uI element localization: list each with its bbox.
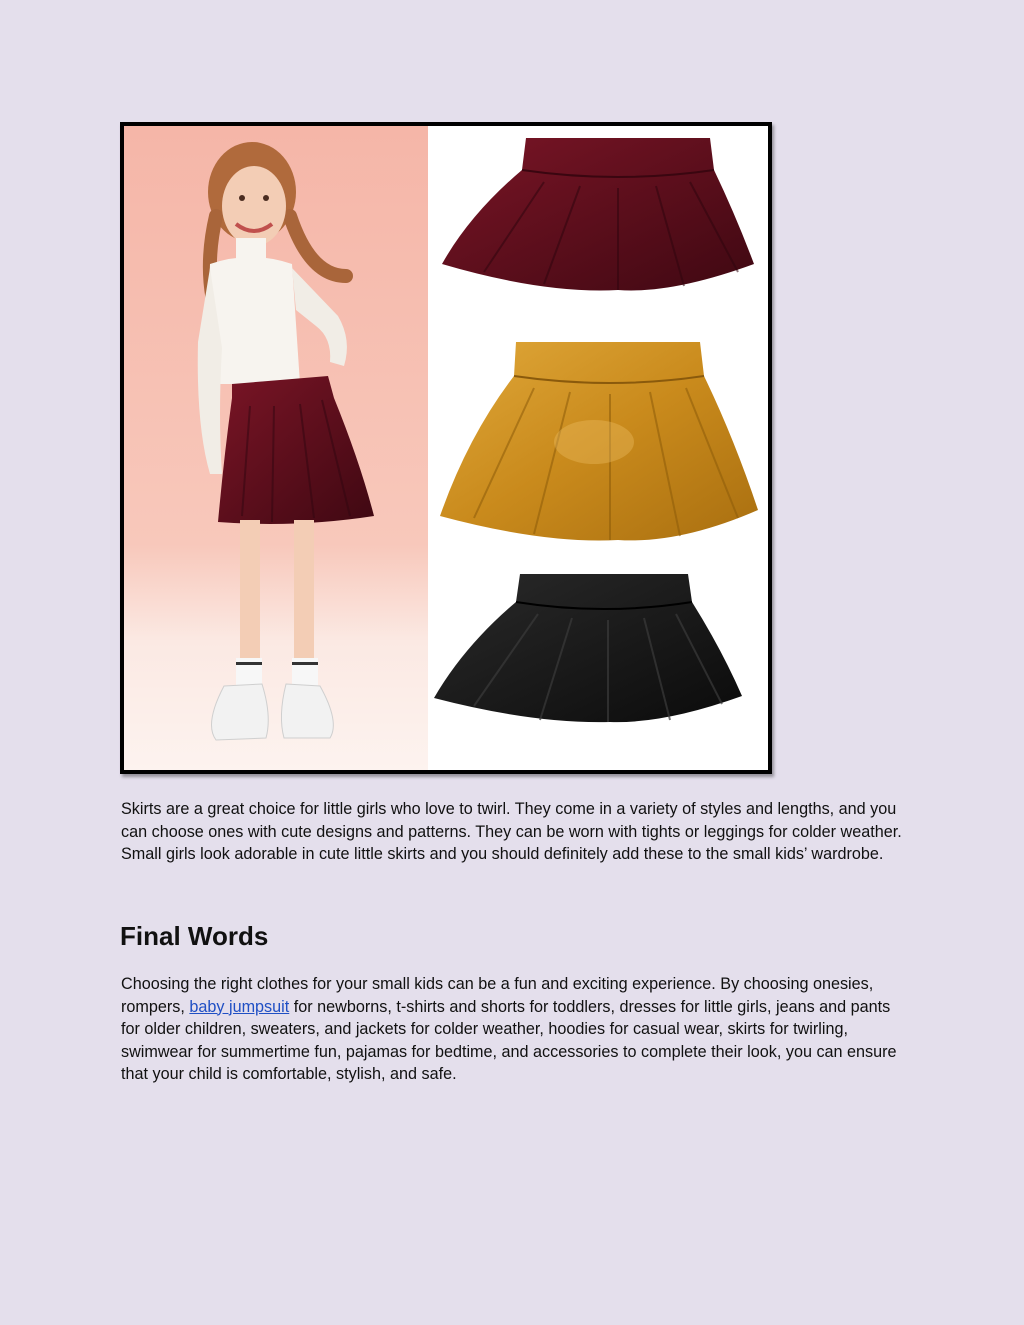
paragraph-text-start: Choosing the right clothes for your small kids can be a fun and exciting experience. By choosing onesies, rompers, — [121, 975, 874, 1016]
product-image-collage — [120, 122, 772, 774]
skirts-paragraph: Skirts are a great choice for little girls who love to twirl. They come in a variety of styles and lengths, and you can choose ones with cute designs and patterns. They can be worn with tights or leggings for colder weather. Small girls look adorable in cute little skirts and you should definitely add these to the small kids’ wardrobe. — [121, 800, 902, 863]
paragraph-text-end: for newborns, t-shirts and shorts for toddlers, dresses for little girls, jeans and pants for older children, sweaters, and jackets for colder weather, hoodies for casual wear, skirts for twirling, swimwear for summertime fun, pajamas for bedtime, and accessories to complete their look, you can ensure that your child is comfortable, stylish, and safe. — [121, 997, 897, 1083]
girl-photo — [124, 126, 428, 770]
baby-jumpsuit-link[interactable]: baby jumpsuit — [189, 997, 290, 1016]
final-words-heading: Final Words — [120, 921, 269, 951]
final-words-paragraph — [121, 973, 911, 1086]
